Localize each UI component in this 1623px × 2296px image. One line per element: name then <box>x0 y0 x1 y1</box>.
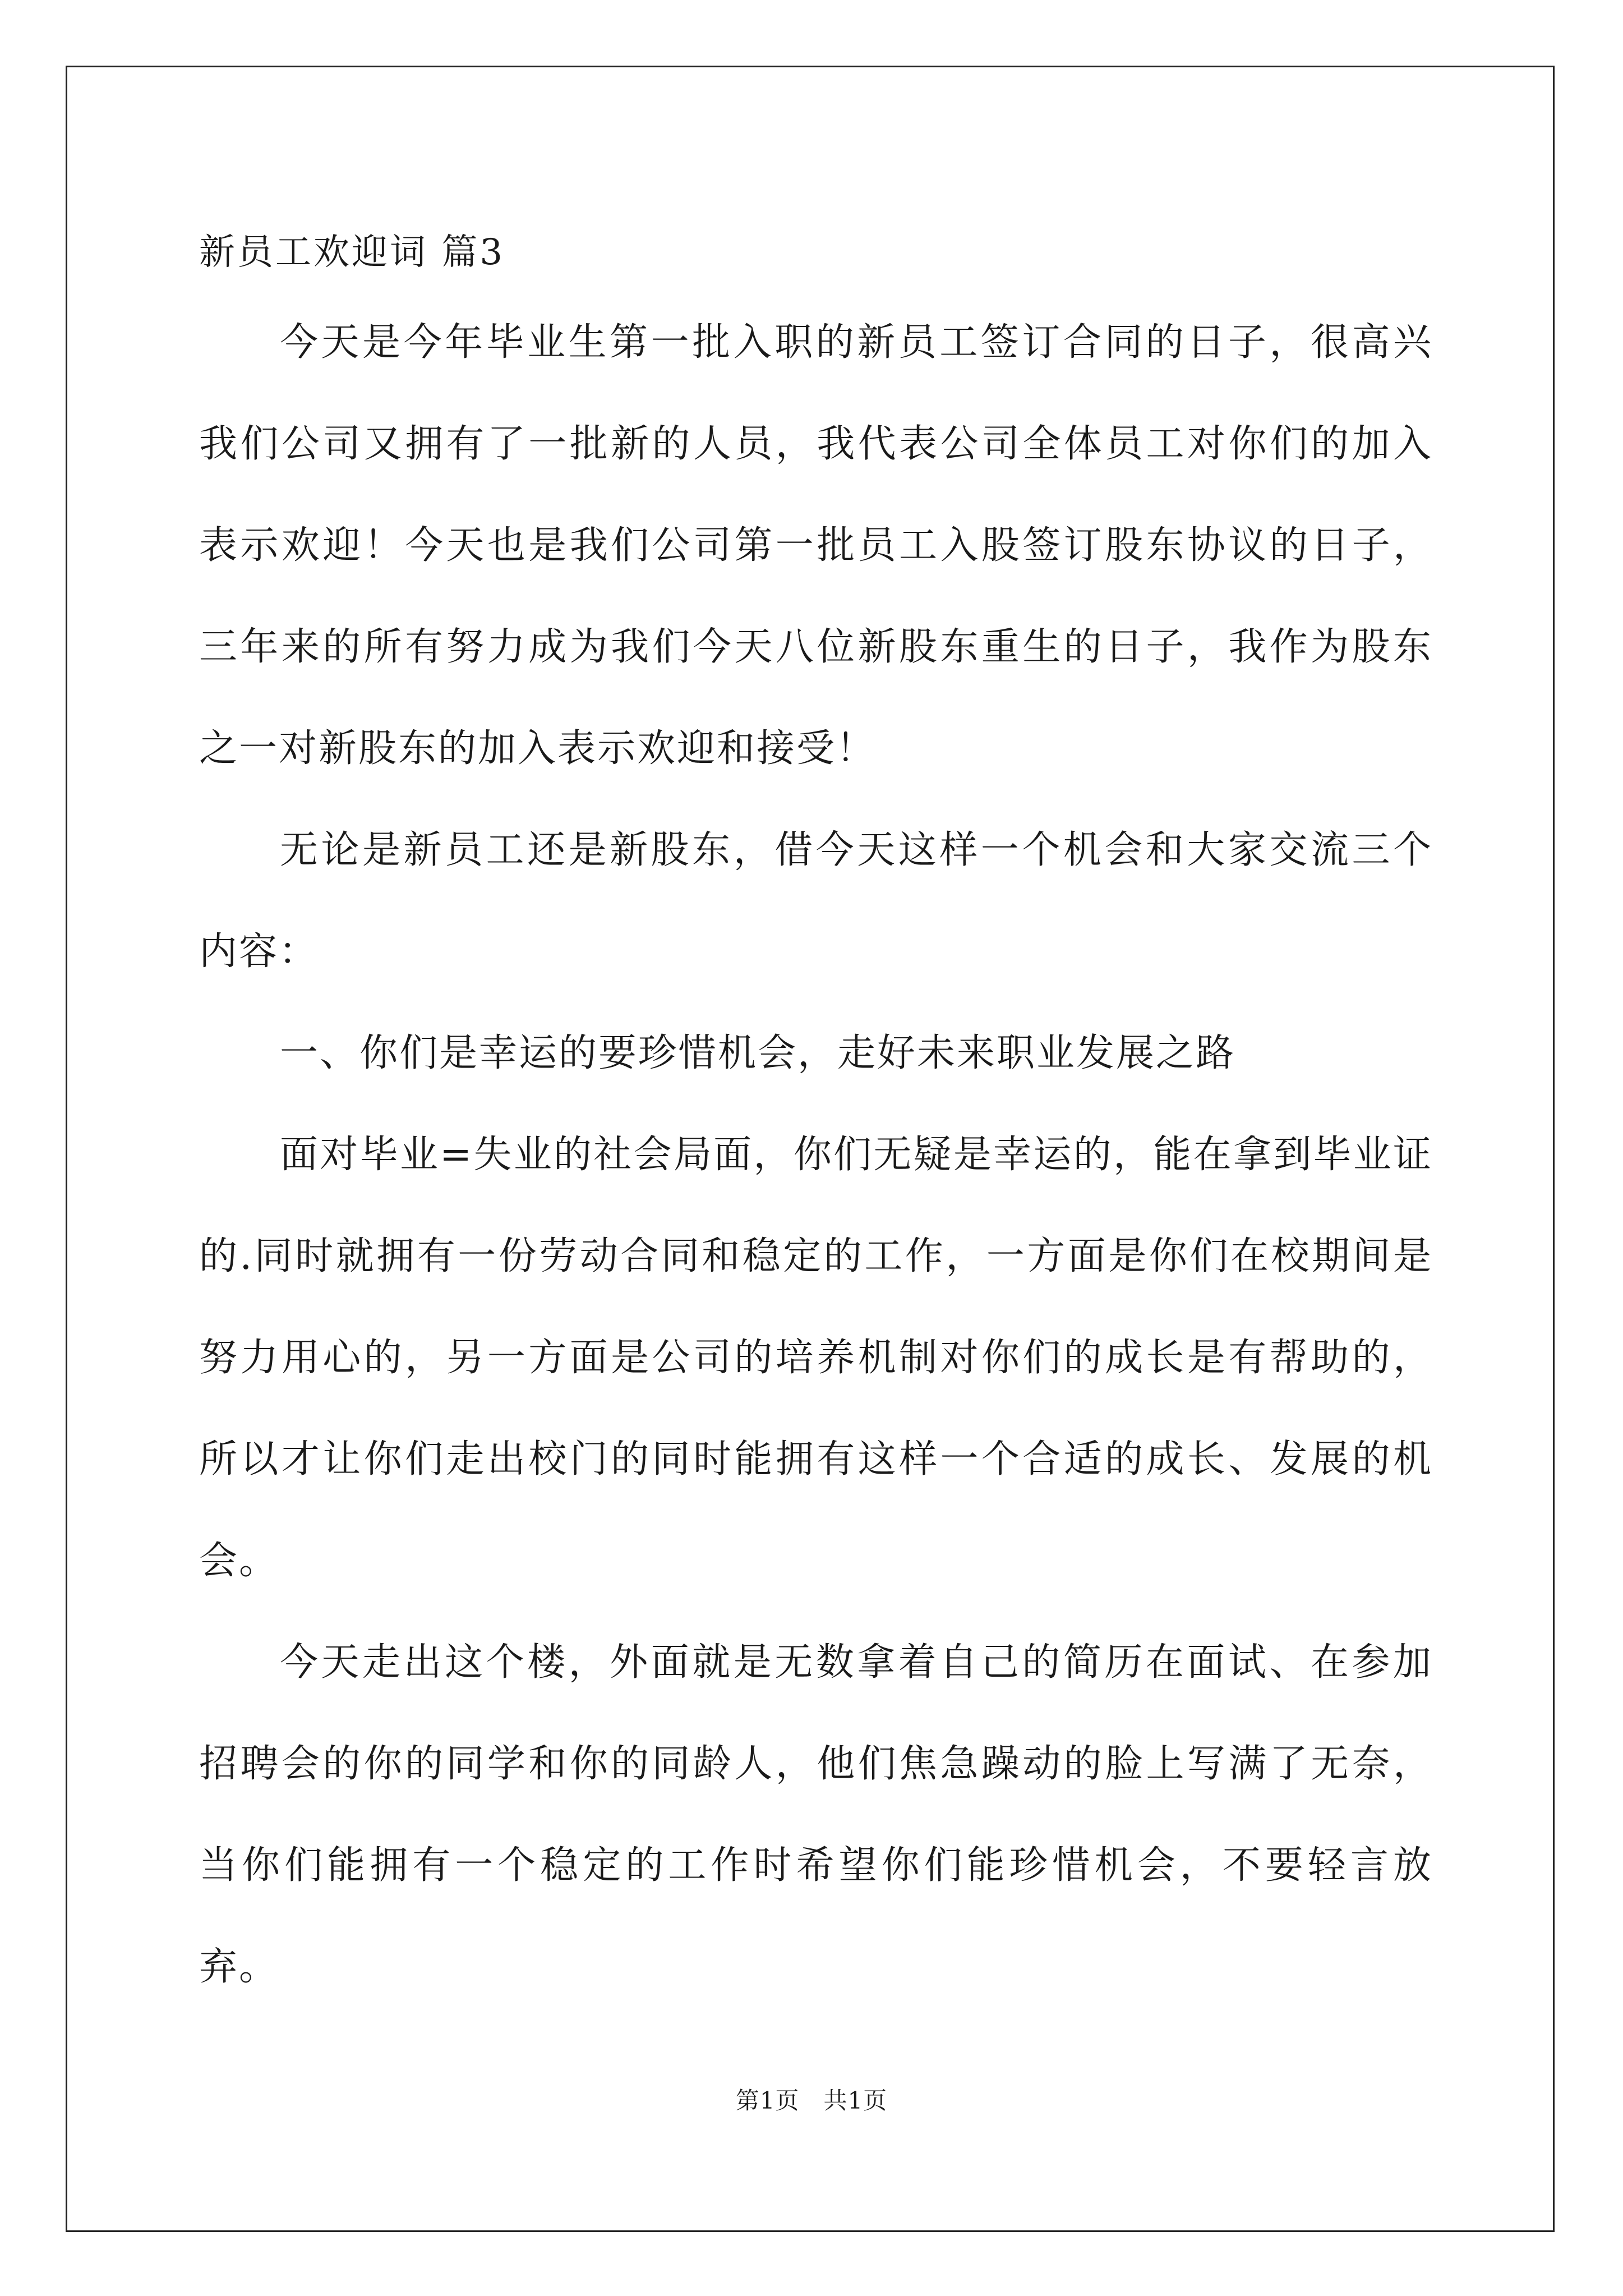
section-heading-one: 一、你们是幸运的要珍惜机会，走好未来职业发展之路 <box>280 1031 1236 1075</box>
document-body <box>199 213 1433 2018</box>
document-title: 新员工欢迎词 篇3 <box>199 232 505 273</box>
paragraph-cherish: 今天走出这个楼，外面就是无数拿着自己的简历在面试、在参加招聘会的你的同学和你的同龄人，他们焦急躁动的脸上写满了无奈，当你们能拥有一个稳定的工作时希望你们能珍惜机会，不要轻言放弃。 <box>199 1640 1433 1989</box>
paragraph-welcome: 今天是今年毕业生第一批入职的新员工签订合同的日子，很高兴我们公司又拥有了一批新的人员，我代表公司全体员工对你们的加入表示欢迎！今天也是我们公司第一批员工入股签订股东协议的日子，三年来的所有努力成为我们今天八位新股东重生的日子，我作为股东之一对新股东的加入表示欢迎和接受！ <box>199 320 1433 771</box>
paragraph-intro-topics: 无论是新员工还是新股东，借今天这样一个机会和大家交流三个内容： <box>199 828 1433 974</box>
page-footer: 第1页 共1页 <box>735 2087 888 2114</box>
paragraph-fortunate: 面对毕业=失业的社会局面，你们无疑是幸运的，能在拿到毕业证的.同时就拥有一份劳动合同和稳定的工作，一方面是你们在校期间是努力用心的，另一方面是公司的培养机制对你们的成长是有帮助的，所以才让你们走出校门的同时能拥有这样一个合适的成长、发展的机会。 <box>199 1133 1433 1583</box>
